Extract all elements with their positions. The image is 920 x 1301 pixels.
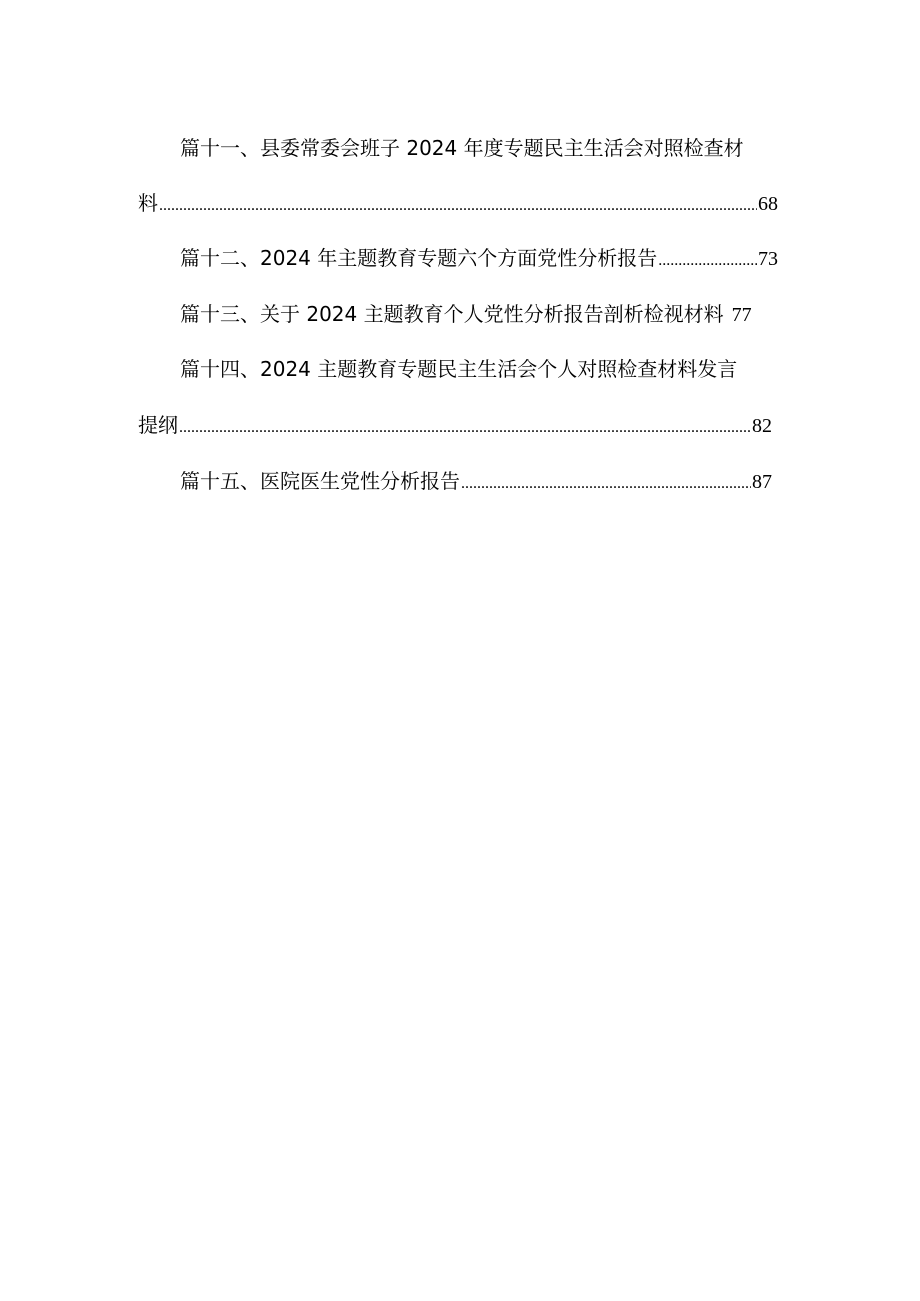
toc-page-number: 87 [752,471,772,493]
toc-leader-dots [159,192,757,220]
toc-entry-continuation: 料 [138,191,158,215]
toc-entry-title: 篇十四、2024 主题教育专题民主生活会个人对照检查材料发言 [180,357,738,381]
toc-entry-title: 篇十三、关于 2024 主题教育个人党性分析报告剖析检视材料 [180,302,724,326]
toc-entry-13[interactable] [180,300,752,329]
toc-page-number: 77 [731,304,752,326]
toc-entry-15[interactable] [180,467,772,498]
toc-page-number: 82 [752,415,772,437]
toc-entry-title: 篇十一、县委常委会班子 2024 年度专题民主生活会对照检查材 [180,136,744,160]
toc-entry-11-line-2[interactable] [138,189,778,220]
toc-entry-continuation: 提纲 [138,413,178,437]
toc-leader-dots [658,247,757,275]
toc-entry-12[interactable] [180,244,778,275]
toc-leader-dots [179,414,751,442]
toc-entry-14-line-2[interactable] [138,411,772,442]
toc-page-number: 68 [758,193,778,215]
toc-entry-title: 篇十二、2024 年主题教育专题六个方面党性分析报告 [180,246,658,270]
toc-page-number: 73 [758,248,778,270]
toc-entry-title: 篇十五、医院医生党性分析报告 [180,469,460,493]
toc-entry-14-line-1[interactable] [180,355,737,383]
toc-entry-11-line-1[interactable] [180,134,744,162]
toc-leader-dots [461,470,751,498]
